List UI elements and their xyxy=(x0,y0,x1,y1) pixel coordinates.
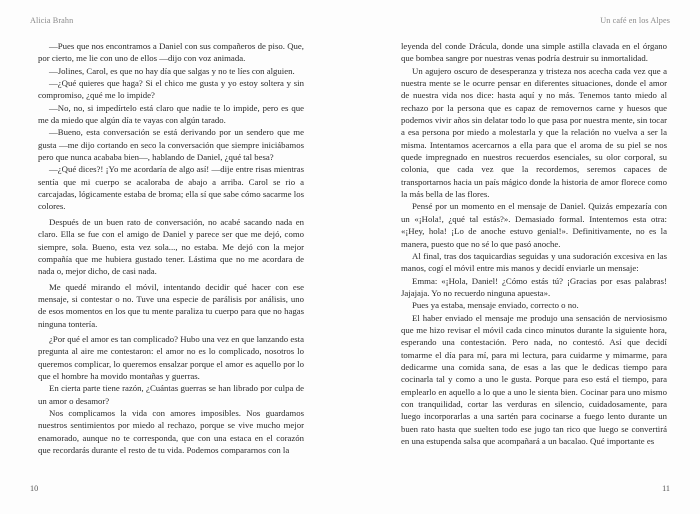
page-number: 11 xyxy=(662,484,670,493)
paragraph: El haber enviado el mensaje me produjo una sensación de nerviosismo que me hizo revisar el móvil cada cinco minutos durante la siguiente hora, esperando una contestación. Pero nada, no contestó. Así que decidí tomarme el día para mí, para mi lectura, para cuidarme y mimarme, para dedicarme una comida sana, de esas a las que le dedicas tiempo para cocinarla tal y como a uno le gusta. Porque para eso está el tiempo, para emplearlo en aquello a lo que a uno le sienta bien. Cocinar para uno mismo con tranquilidad, cortar las verduras en silencio, cuidadosamente, para luego incorporarlas a una sartén para cocinarse a fuego lento durante un buen rato hasta que suelten todo ese jugo tan rico que luego se convertirá en una estupenda salsa que acompañará a un bacalao. Qué importante es xyxy=(401,312,667,446)
right-page-body xyxy=(401,40,667,447)
paragraph: ¿Por qué el amor es tan complicado? Hubo una vez en que lanzando esta pregunta al aire me contestaron: el amor no es lo complicado, nosotros lo queremos complicar, lo queremos ensalzar porque el amor es aquello por lo que el hombre ha movido montañas y guerras. xyxy=(38,333,304,381)
paragraph: —Pues que nos encontramos a Daniel con sus compañeros de piso. Que, por cierto, me lie con uno de ellos —dijo con voz animada. xyxy=(38,41,304,64)
paragraph: —Jolines, Carol, es que no hay día que salgas y no te líes con alguien. xyxy=(49,65,295,76)
paragraph: Al final, tras dos taquicardias seguidas y una sudoración excesiva en las manos, cogí el móvil entre mis manos y decidí enviarle un mensaje: xyxy=(401,250,667,274)
paragraph: —Bueno, esta conversación se está derivando por un sendero que me gusta —me dijo cortando en seco la conversación que siempre iniciábamos pero que nunca acababa bien—, hablando de Daniel, ¿qué tal besa? xyxy=(38,127,304,163)
paragraph: Emma: «¡Hola, Daniel! ¿Cómo estás tú? ¡Gracias por esas palabras! Jajajaja. Yo no recuerdo ninguna apuesta». xyxy=(401,275,667,298)
paragraph: —No, no, si impedírtelo está claro que nadie te lo impide, pero es que me da miedo que algún día te vayas con algún tarado. xyxy=(38,102,304,126)
paragraph: Me quedé mirando el móvil, intentando decidir qué hacer con ese mensaje, si contestar o no. Tuve una especie de parálisis por análisis, uno de esos momentos en los que tu mente paraliza tu cuerpo para que no hagas ninguna tontería. xyxy=(38,281,304,329)
running-head-title: Un café en los Alpes xyxy=(600,16,670,25)
paragraph: Nos complicamos la vida con amores imposibles. Nos guardamos nuestros sentimientos por miedo al rechazo, porque se vive mucho mejor enamorado, aunque no te corresponda, que con una estaca en el corazón que recordarás durante el resto de tu vida. Podemos compararnos con la xyxy=(38,407,304,455)
paragraph: Después de un buen rato de conversación, no acabé sacando nada en claro. Ella se fue con el amigo de Daniel y parece ser que me dejó, como siempre, sola. Bueno, esta vez sola..., no estaba. Me dejó con la mejor compañía que me hubiera gustado tener. Lástima que no me acordara de nada o, mejor dicho, de casi nada. xyxy=(38,216,304,277)
paragraph: En cierta parte tiene razón, ¿Cuántas guerras se han librado por culpa de un amor o desamor? xyxy=(38,383,304,406)
left-page-body xyxy=(38,40,304,456)
paragraph: leyenda del conde Drácula, donde una simple astilla clavada en el órgano que bombea sangre por nuestras venas podría destruir su inmortalidad. xyxy=(401,41,667,64)
page-number: 10 xyxy=(30,484,39,493)
paragraph: Un agujero oscuro de desesperanza y tristeza nos acecha cada vez que a nuestra mente se le ocurre pensar en diferentes situaciones, donde el amor de nuestra vida nos dice: hasta aquí y no más. Tenemos tanto miedo al rechazo por la persona que es capaz de removernos carne y huesos que podemos vivir años sin delatar todo lo que pasa por nuestra mente, sin tocar a esa persona por miedo a molestarla y que la relación no vuelva a ser la misma. Intentamos acercarnos a ella para que el aroma de su piel se nos quede impregnado en nuestros recuerdos esenciales, su olor corporal, su colonia, que cada vez que la recordemos, seremos capaces de transportarnos hacia un país mágico donde la historia de amor florece como la más bella de las flores. xyxy=(401,65,667,200)
paragraph: —¿Qué quieres que haga? Si el chico me gusta y yo estoy soltera y sin compromiso, ¿qué me lo impide? xyxy=(38,78,304,101)
paragraph: —¿Qué dices?! ¡Yo me acordaría de algo así! —dije entre risas mientras sentía que mi cuerpo se acaloraba de abajo a arriba. Carol se rio a carcajadas, lógicamente estaba de broma; ella sí que sabe cómo sacarme los colores. xyxy=(38,164,304,212)
right-page xyxy=(350,0,700,514)
paragraph: Pensé por un momento en el mensaje de Daniel. Quizás empezaría con un «¡Hola!, ¿qué tal estás?». Demasiado formal. Intentemos esta otra: «¡Hey, hola! ¡Lo de anoche estuvo genial!». Definitivamente, no es la manera, puesto que no sé lo que pasó anoche. xyxy=(401,201,667,249)
running-head-author: Alicia Brahn xyxy=(30,16,74,25)
paragraph: Pues ya estaba, mensaje enviado, correcto o no. xyxy=(412,300,579,311)
